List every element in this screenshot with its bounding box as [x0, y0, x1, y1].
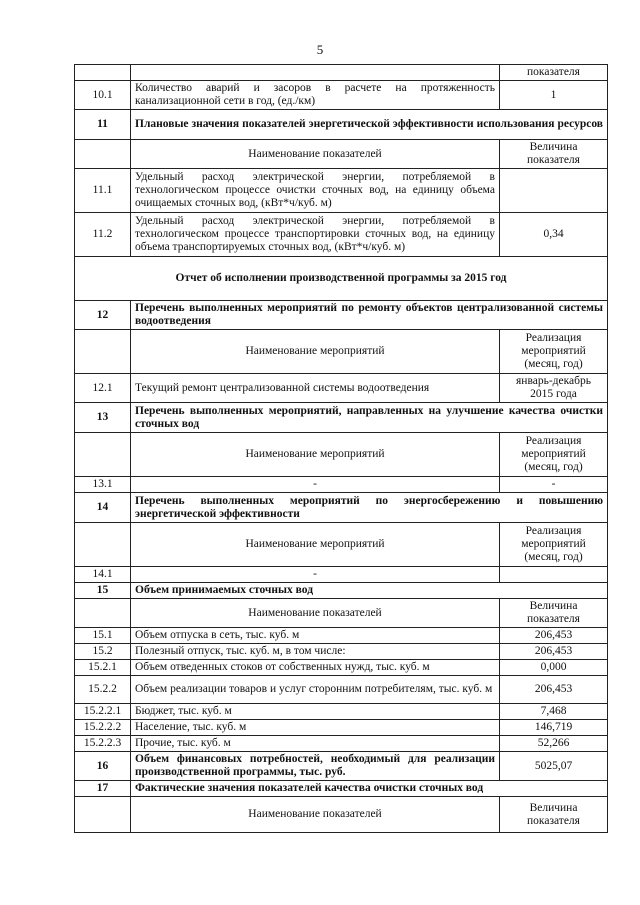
- row-number: [75, 797, 131, 833]
- table-row: [75, 81, 608, 110]
- table-row: [75, 781, 608, 797]
- row-description: Удельный расход электрической энергии, потребляемой в технологическом процессе транспортировки сточных вод, на единицу объема транспортируемых сточных вод, (кВт*ч/куб. м): [131, 213, 500, 257]
- column-header-value: Реализация мероприятий (месяц, год): [500, 433, 608, 477]
- row-value: январь-декабрь 2015 года: [500, 374, 608, 403]
- section-title: Объем принимаемых сточных вод: [131, 583, 608, 599]
- table-row: [75, 567, 608, 583]
- table-row: [75, 704, 608, 720]
- row-number: [75, 433, 131, 477]
- row-value: [500, 169, 608, 213]
- table-row: [75, 140, 608, 169]
- table-row: [75, 660, 608, 676]
- row-description: Бюджет, тыс. куб. м: [131, 704, 500, 720]
- table-row: [75, 676, 608, 704]
- section-title: Перечень выполненных мероприятий по ремонту объектов централизованной системы водоотведения: [131, 301, 608, 330]
- column-header-value: Реализация мероприятий (месяц, год): [500, 330, 608, 374]
- table-row: [75, 110, 608, 140]
- column-header-value: Реализация мероприятий (месяц, год): [500, 523, 608, 567]
- table-row: [75, 628, 608, 644]
- section-number: 12: [75, 301, 131, 330]
- row-value: 5025,07: [500, 752, 608, 781]
- table-row: [75, 330, 608, 374]
- row-value: [500, 567, 608, 583]
- page-number: 5: [316, 42, 324, 57]
- column-header-name: Наименование показателей: [131, 797, 500, 833]
- row-value: 0,000: [500, 660, 608, 676]
- row-description: Полезный отпуск, тыс. куб. м, в том числе:: [131, 644, 500, 660]
- column-header-name: Наименование мероприятий: [131, 523, 500, 567]
- row-value: 1: [500, 81, 608, 110]
- row-value: 7,468: [500, 704, 608, 720]
- table-row: [75, 599, 608, 628]
- column-header-name: Наименование мероприятий: [131, 433, 500, 477]
- row-value: 206,453: [500, 628, 608, 644]
- row-description: Прочие, тыс. куб. м: [131, 736, 500, 752]
- table-row: [75, 493, 608, 523]
- table-row: [75, 752, 608, 781]
- row-value: 206,453: [500, 676, 608, 704]
- row-value: 52,266: [500, 736, 608, 752]
- row-number: 16: [75, 752, 131, 781]
- row-number: 15.2: [75, 644, 131, 660]
- table-row: [75, 169, 608, 213]
- row-number: 15.2.2: [75, 676, 131, 704]
- table-row: [75, 523, 608, 567]
- row-value: 146,719: [500, 720, 608, 736]
- row-description: [131, 65, 500, 81]
- row-number: 15.2.2.2: [75, 720, 131, 736]
- row-description: Текущий ремонт централизованной системы водоотведения: [131, 374, 500, 403]
- table-row: [75, 797, 608, 833]
- section-title: Плановые значения показателей энергетической эффективности использования ресурсов: [131, 110, 608, 140]
- table-row: [75, 644, 608, 660]
- row-value: показателя: [500, 65, 608, 81]
- row-number: [75, 65, 131, 81]
- section-number: 11: [75, 110, 131, 140]
- section-number: 14: [75, 493, 131, 523]
- row-description: Население, тыс. куб. м: [131, 720, 500, 736]
- table-row: [75, 583, 608, 599]
- section-title: Перечень выполненных мероприятий, направленных на улучшение качества очистки сточных вод: [131, 403, 608, 433]
- row-description: Объем финансовых потребностей, необходимый для реализации производственной программы, тыс. руб.: [131, 752, 500, 781]
- section-title: Фактические значения показателей качества очистки сточных вод: [131, 781, 608, 797]
- row-value: -: [500, 477, 608, 493]
- column-header-value: Величина показателя: [500, 797, 608, 833]
- row-description: -: [131, 567, 500, 583]
- row-number: 11.1: [75, 169, 131, 213]
- row-number: 12.1: [75, 374, 131, 403]
- table-row: [75, 477, 608, 493]
- table-row: [75, 403, 608, 433]
- row-description: Объем отведенных стоков от собственных нужд, тыс. куб. м: [131, 660, 500, 676]
- table-row: [75, 65, 608, 81]
- table-row: [75, 301, 608, 330]
- column-header-name: Наименование мероприятий: [131, 330, 500, 374]
- table-row: [75, 374, 608, 403]
- table-row: [75, 720, 608, 736]
- row-description: Удельный расход электрической энергии, потребляемой в технологическом процессе очистки сточных вод, на единицу объема очищаемых сточных вод, (кВт*ч/куб. м): [131, 169, 500, 213]
- row-number: [75, 330, 131, 374]
- row-description: Количество аварий и засоров в расчете на протяженность канализационной сети в год, (ед./км): [131, 81, 500, 110]
- row-number: [75, 140, 131, 169]
- report-title: Отчет об исполнении производственной программы за 2015 год: [75, 257, 608, 301]
- row-description: Объем отпуска в сеть, тыс. куб. м: [131, 628, 500, 644]
- row-number: 13.1: [75, 477, 131, 493]
- row-number: 15.2.2.1: [75, 704, 131, 720]
- row-number: 10.1: [75, 81, 131, 110]
- section-number: 15: [75, 583, 131, 599]
- row-value: 206,453: [500, 644, 608, 660]
- row-number: 14.1: [75, 567, 131, 583]
- row-value: 0,34: [500, 213, 608, 257]
- table-row: [75, 213, 608, 257]
- column-header-name: Наименование показателей: [131, 599, 500, 628]
- row-number: [75, 599, 131, 628]
- program-table: [74, 64, 608, 833]
- section-number: 17: [75, 781, 131, 797]
- table-row: [75, 736, 608, 752]
- row-number: 15.2.2.3: [75, 736, 131, 752]
- column-header-value: Величина показателя: [500, 599, 608, 628]
- row-number: 15.2.1: [75, 660, 131, 676]
- row-description: -: [131, 477, 500, 493]
- table-row: [75, 433, 608, 477]
- row-number: [75, 523, 131, 567]
- column-header-name: Наименование показателей: [131, 140, 500, 169]
- column-header-value: Величина показателя: [500, 140, 608, 169]
- row-description: Объем реализации товаров и услуг сторонним потребителям, тыс. куб. м: [131, 676, 500, 704]
- section-title: Перечень выполненных мероприятий по энергосбережению и повышению энергетической эффективности: [131, 493, 608, 523]
- section-number: 13: [75, 403, 131, 433]
- row-number: 11.2: [75, 213, 131, 257]
- row-number: 15.1: [75, 628, 131, 644]
- table-row: [75, 257, 608, 301]
